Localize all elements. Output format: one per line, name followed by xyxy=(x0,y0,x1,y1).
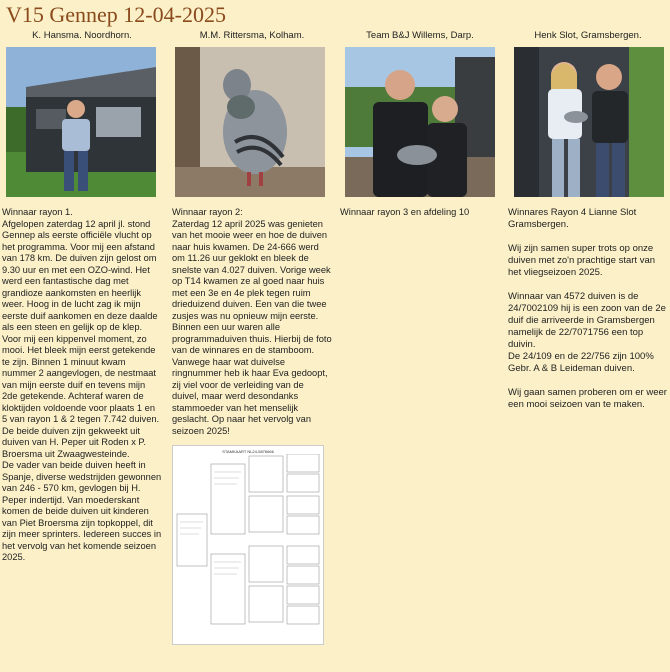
article-text: Winnaar rayon 1. Afgelopen zaterdag 12 april jl. stond Gennep als eerste officiële vlucht op het programma. Voor mij een afstand van 178 km. De duiven zijn gelost om 9.30 uur en met een OZO-wind. Het werd een fantastische dag met grandioze aankomsten en heerlijk weer. Hoog in de lucht zag ik mijn eerste duif aankomen en deze daalde als een steen en gelijk op de klep. Voor mij een kippenvel moment, zo mooi. Het bleek mijn eerst getekende te zijn. Binnen 1 minuut kwam nummer 2 aangevlogen, de nestmaat van mijn eerste duif en tevens mijn 2de getekende. Achteraf waren de kloktijden voldoende voor plaats 1 en 5 van rayon 1 & 2 tegen 7.742 duiven. De beide duiven zijn gekweekt uit duiven van H. Peper uit Roden x P. Broersma uit Zwaagwesteinde. De vader van beide duiven heeft in Spanje, diverse wedstrijden gewonnen van 246 - 570 km, gevlogen bij H. Peper indertijd. Van moederskant komen de beide duiven uit kinderen van Piet Broersma zijn topkoppel, dit zijn meer sprinters. Iedereen succes in het vervolg van het komende seizoen 2025. xyxy=(2,207,162,562)
column-slot xyxy=(508,30,668,411)
column-rittersma xyxy=(172,30,332,645)
column-willems xyxy=(340,30,500,219)
page-title: V15 Gennep 12-04-2025 xyxy=(6,2,226,27)
man-at-loft-photo xyxy=(6,47,156,197)
column-hansma xyxy=(2,30,162,564)
pedigree-document xyxy=(172,445,324,645)
article-text: Winnaar rayon 3 en afdeling 10 xyxy=(340,207,470,217)
photo-caption: K. Hansma. Noordhorn. xyxy=(32,30,132,41)
pigeon-photo xyxy=(175,47,325,197)
photo-caption: Henk Slot, Gramsbergen. xyxy=(534,30,642,41)
pair-with-pigeon-photo xyxy=(514,47,664,197)
couple-with-pigeon-photo xyxy=(345,47,495,197)
article-text: Winnares Rayon 4 Lianne Slot Gramsbergen. Wij zijn samen super trots op onze duiven met zo'n prachtige start van het vliegseizoen 2025. Winnaar van 4572 duiven is de 24/7002109 hij is een zoon van de 2e duif die arriveerde in Gramsbergen namelijk de 22/7071756 een top duivin. De 24/109 en de 22/756 zijn 100% Gebr. A & B Leideman duiven. Wij gaan samen proberen om er weer een mooi seizoen van te maken. xyxy=(508,207,667,410)
pedigree-title: STAMKAART NL24-5876666 xyxy=(222,449,274,454)
photo-caption: Team B&J Willems, Darp. xyxy=(366,30,474,41)
photo-caption: M.M. Rittersma, Kolham. xyxy=(199,30,305,41)
article-text: Winnaar rayon 2: Zaterdag 12 april 2025 was genieten van het mooie weer en hoe de duiven naar huis kwamen. De 24-666 werd om 11.26 uur geklokt en bleek de snelste van 4.027 duiven. Vorige week op T14 kwamen ze al goed naar huis met een 3e en 4e plek tegen ruim drieduizend duiven. Een van die twee zusjes was nu opnieuw mijn eerste. Binnen een uur waren alle programmaduiven thuis. Hierbij de foto van de winnares en de stamboom. Vanwege haar wat duivelse ringnummer heb ik haar Eva gedoopt, zij viel voor de verleiding van de duivel, maar werd desondanks stammoeder van het menselijk geslacht. Op naar het vervolg van seizoen 2025! xyxy=(172,207,332,436)
